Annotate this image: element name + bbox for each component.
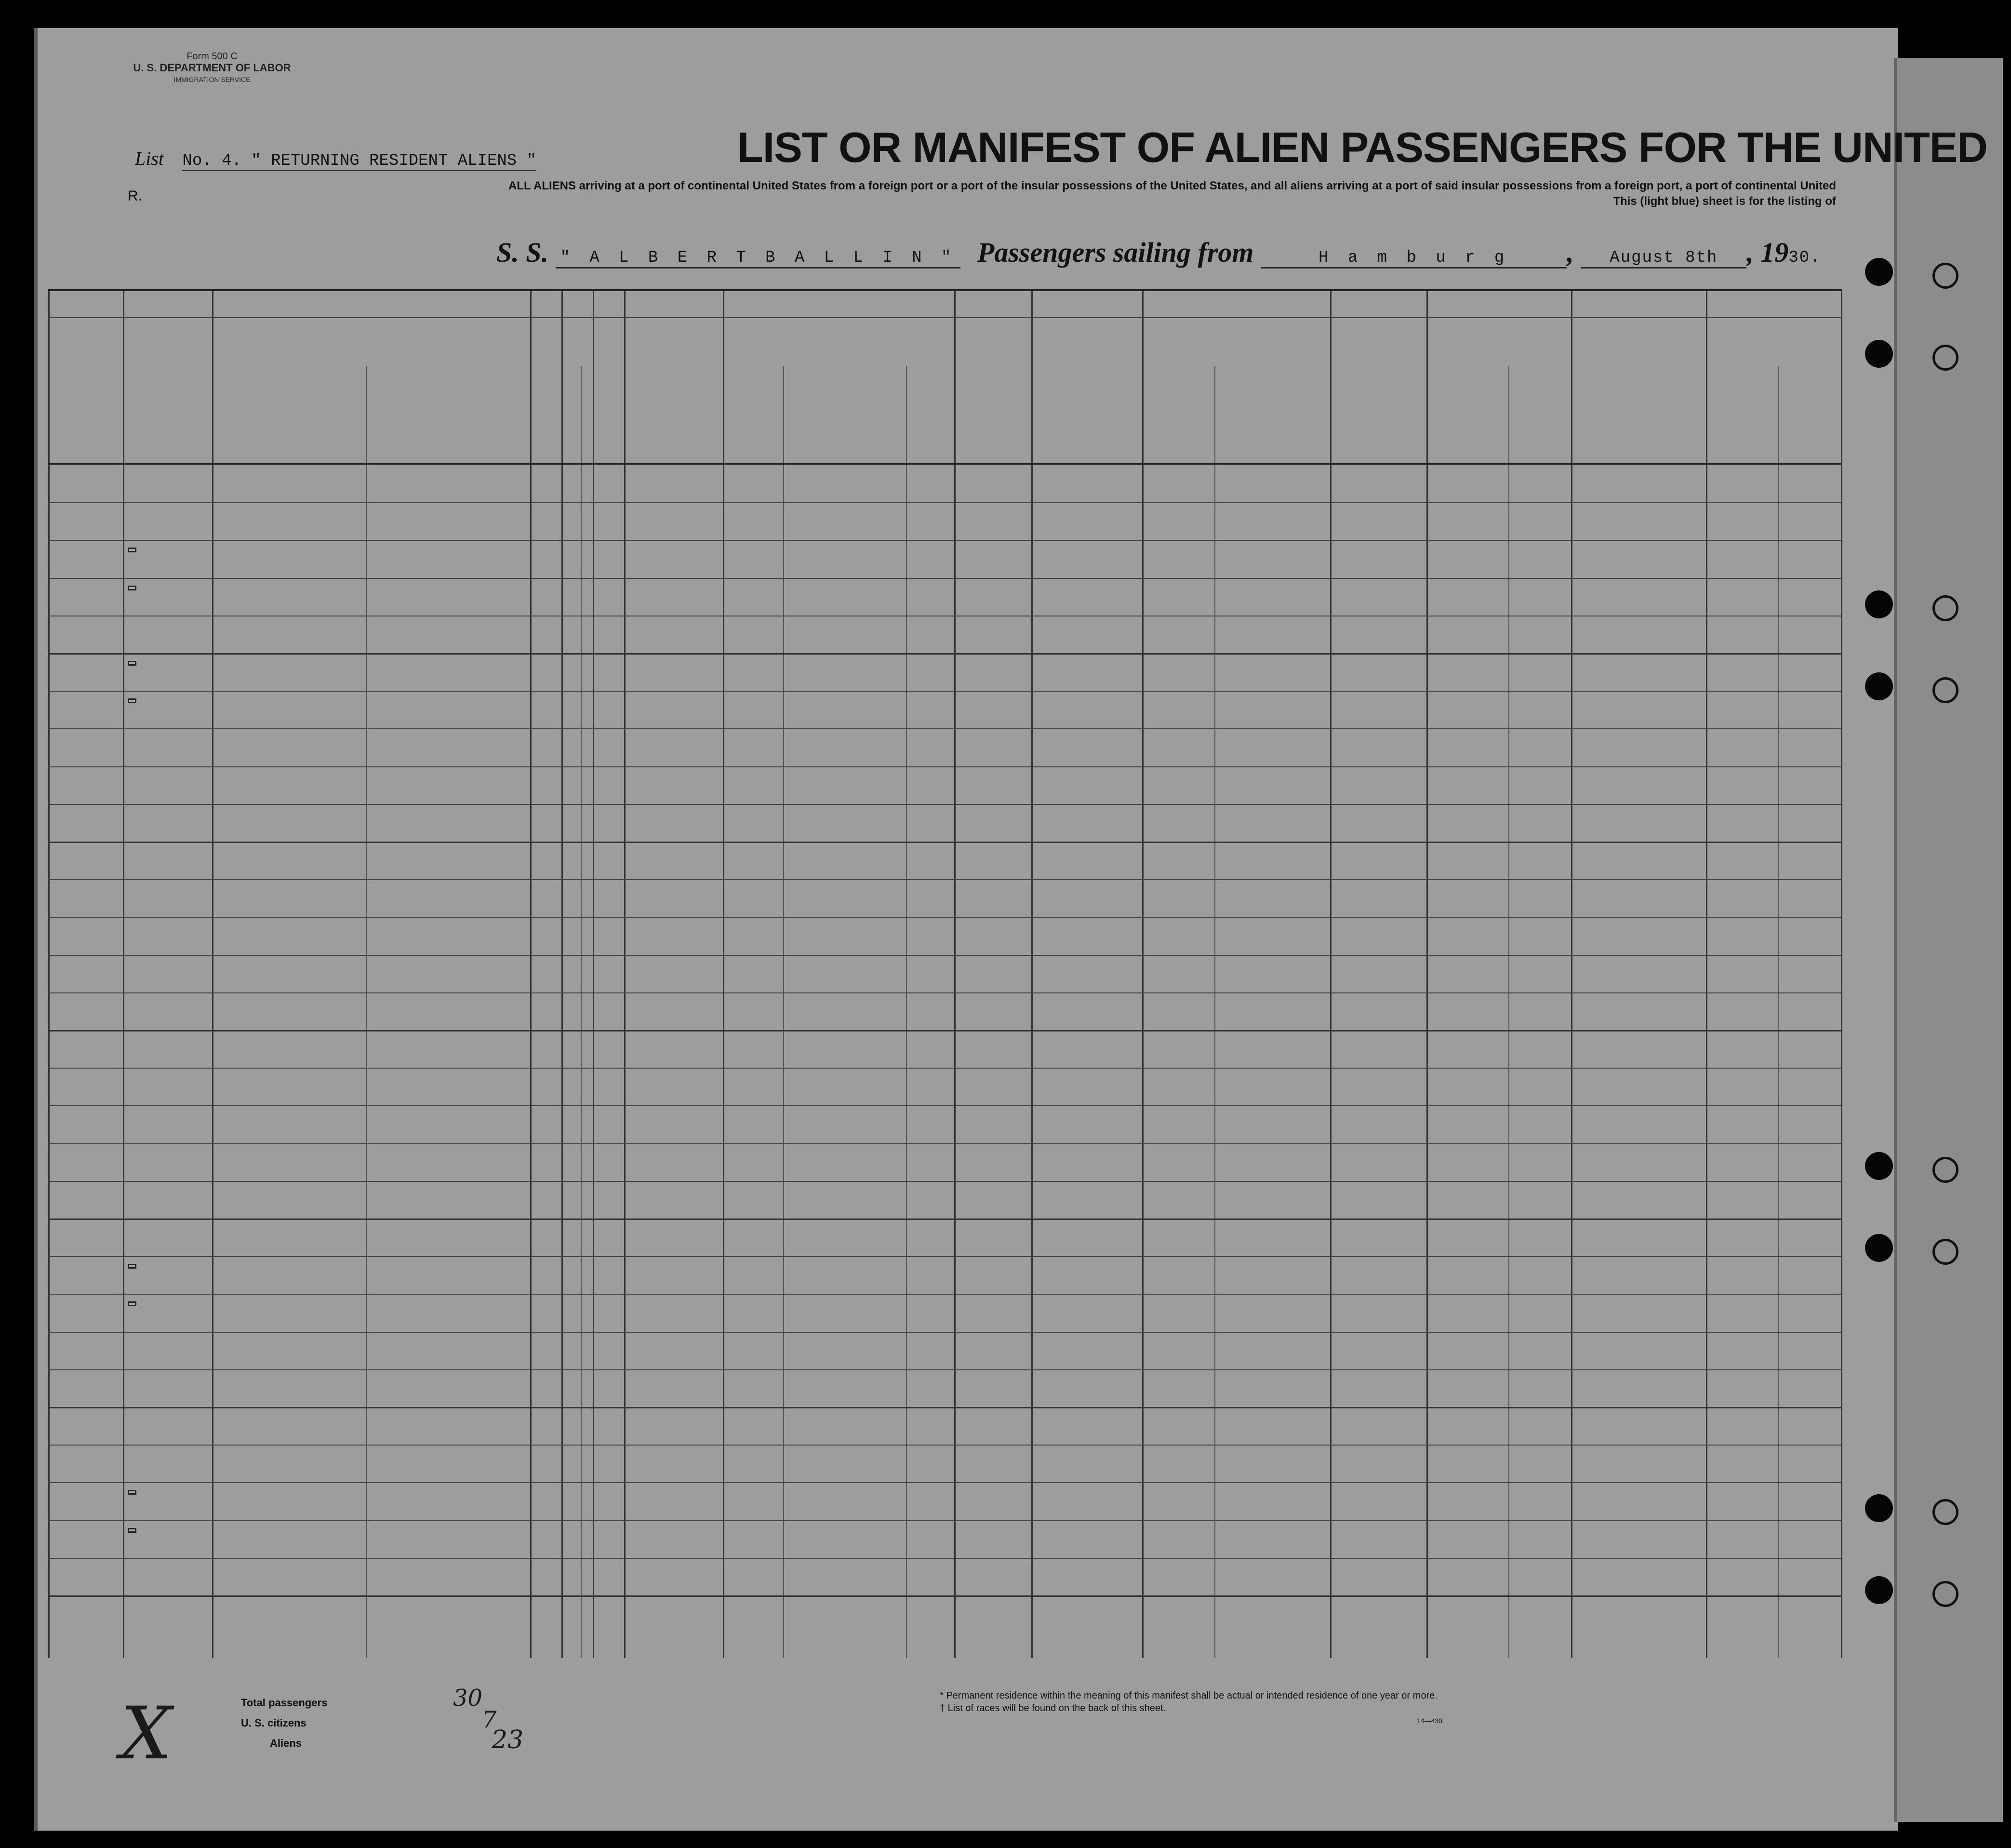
form-header [106, 51, 318, 85]
head-tax-stamp [128, 548, 136, 552]
footnote-2: † List of races will be found on the back of this sheet. [940, 1703, 1166, 1714]
table-rule [1841, 289, 1842, 1658]
head-tax-stamp [128, 1528, 136, 1533]
binder-hole [1932, 1157, 1958, 1183]
table-rule [1142, 289, 1144, 1658]
column-number [593, 289, 624, 317]
table-rule [1426, 289, 1428, 1658]
table-rule [48, 691, 1841, 692]
table-rule [48, 955, 1841, 956]
binder-hole [1932, 1499, 1958, 1525]
column-number [624, 289, 723, 317]
column-number [1426, 289, 1571, 317]
ship-name: " A L B E R T B A L L I N " [556, 249, 961, 268]
head-tax-stamp [128, 1264, 136, 1269]
column-number [212, 289, 530, 317]
ss-label: S. S. [496, 237, 549, 268]
table-rule [48, 1520, 1841, 1521]
departure-port: H a m b u r g [1261, 249, 1567, 268]
table-rule [48, 463, 1841, 465]
table-rule [48, 992, 1841, 993]
table-rule [48, 842, 1841, 843]
table-rule [48, 1181, 1841, 1182]
column-number [1031, 289, 1142, 317]
table-rule [1214, 366, 1215, 1658]
table-rule [48, 502, 1841, 503]
column-number [530, 289, 561, 317]
ship-line: S. S. " A L B E R T B A L L I N " Passengers sailing from H a m b u r g , August 8th , 1930. [496, 237, 1821, 268]
table-rule [48, 289, 50, 1658]
table-rule [48, 1256, 1841, 1257]
table-rule [1778, 366, 1779, 1658]
table-rule [1706, 289, 1707, 1658]
binder-hole [1932, 595, 1958, 621]
table-rule [1508, 366, 1509, 1658]
year-suffix: 30. [1788, 249, 1821, 267]
binder-hole [1865, 1234, 1893, 1262]
table-rule [123, 289, 124, 1658]
subtitle-line2: This (light blue) sheet is for the listing of [1613, 195, 1836, 208]
table-rule [48, 728, 1841, 729]
binder-hole [1932, 1239, 1958, 1265]
table-rule [48, 1219, 1841, 1220]
year-prefix: 19 [1760, 237, 1789, 268]
form-code: 14—430 [1417, 1717, 1442, 1725]
table-rule [593, 289, 594, 1658]
table-rule [366, 366, 367, 1658]
footnotes [940, 1689, 1442, 1727]
table-rule [48, 540, 1841, 541]
table-rule [48, 1143, 1841, 1144]
table-rule [212, 289, 213, 1658]
column-number [123, 289, 212, 317]
table-rule [48, 653, 1841, 655]
binder-hole [1865, 258, 1893, 286]
table-rule [1031, 289, 1033, 1658]
sailing-label: Passengers sailing from [977, 237, 1254, 268]
column-number [954, 289, 1031, 317]
aliens-value: 23 [492, 1726, 524, 1754]
binder-hole [1865, 340, 1893, 368]
table-rule [48, 1369, 1841, 1370]
handwritten-mark: X [120, 1692, 172, 1776]
table-rule [954, 289, 956, 1658]
table-rule [530, 289, 532, 1658]
next-sheet-edge [1894, 58, 2003, 1822]
list-value: No. 4. " RETURNING RESIDENT ALIENS " [182, 152, 536, 170]
department: U. S. DEPARTMENT OF LABOR [133, 62, 291, 74]
table-rule [48, 1445, 1841, 1446]
table-rule [48, 1105, 1841, 1106]
column-number [723, 289, 954, 317]
head-tax-stamp [128, 1301, 136, 1306]
table-rule [723, 289, 724, 1658]
table-rule [48, 766, 1841, 767]
table-rule [48, 1407, 1841, 1408]
binder-hole [1865, 1494, 1893, 1522]
us-citizens-value: 7 [482, 1706, 497, 1733]
column-number [561, 289, 593, 317]
binder-hole [1865, 590, 1893, 618]
table-rule [1571, 289, 1572, 1658]
subtitle [400, 178, 1836, 209]
column-number [1330, 289, 1426, 317]
table-rule [906, 366, 907, 1658]
footnote-1: * Permanent residence within the meaning of this manifest shall be actual or intended residence of one year or more. [940, 1690, 1438, 1701]
binder-hole [1932, 1581, 1958, 1607]
table-rule [48, 1332, 1841, 1333]
departure-date: August 8th [1581, 249, 1746, 268]
us-citizens-label: U. S. citizens [241, 1717, 306, 1729]
total-label: Total passengers [241, 1697, 328, 1709]
head-tax-stamp [128, 661, 136, 666]
list-label: List [135, 147, 164, 169]
table-rule [783, 366, 784, 1658]
table-rule [48, 1030, 1841, 1031]
form-number: Form 500 C [186, 51, 238, 62]
table-rule [48, 917, 1841, 918]
table-rule [48, 1558, 1841, 1559]
table-rule [48, 1595, 1841, 1597]
table-rule [581, 366, 582, 1658]
table-rule [48, 578, 1841, 579]
table-rule [624, 289, 626, 1658]
binder-hole [1932, 345, 1958, 371]
manifest-table [48, 289, 1841, 1658]
table-rule [1330, 289, 1332, 1658]
column-number [1706, 289, 1841, 317]
table-rule [48, 1482, 1841, 1483]
service: IMMIGRATION SERVICE [173, 76, 251, 83]
table-rule [48, 804, 1841, 805]
binder-hole [1865, 672, 1893, 700]
r-label: R. [128, 188, 142, 204]
column-number [48, 289, 123, 317]
footer [48, 1658, 1841, 1803]
table-rule [48, 317, 1841, 318]
table-rule [48, 879, 1841, 880]
total-value: 30 [453, 1685, 483, 1712]
binder-hole [1865, 1152, 1893, 1180]
subtitle-line1: ALL ALIENS arriving at a port of continental United States from a foreign port or a port of the insular possessions of the United States, and all aliens arriving at a port of said insular possessions from a foreign port, a port of continental United [508, 179, 1836, 192]
list-line [135, 147, 536, 170]
table-rule [48, 1068, 1841, 1069]
table-rule [48, 1294, 1841, 1295]
binder-hole [1932, 263, 1958, 289]
column-number [1142, 289, 1330, 317]
column-number [1571, 289, 1706, 317]
table-rule [561, 289, 563, 1658]
head-tax-stamp [128, 698, 136, 703]
page-title: LIST OR MANIFEST OF ALIEN PASSENGERS FOR THE UNITED [737, 123, 1987, 171]
head-tax-stamp [128, 1490, 136, 1495]
aliens-label: Aliens [270, 1737, 302, 1749]
head-tax-stamp [128, 586, 136, 590]
binder-hole [1932, 677, 1958, 703]
binder-hole [1865, 1576, 1893, 1604]
